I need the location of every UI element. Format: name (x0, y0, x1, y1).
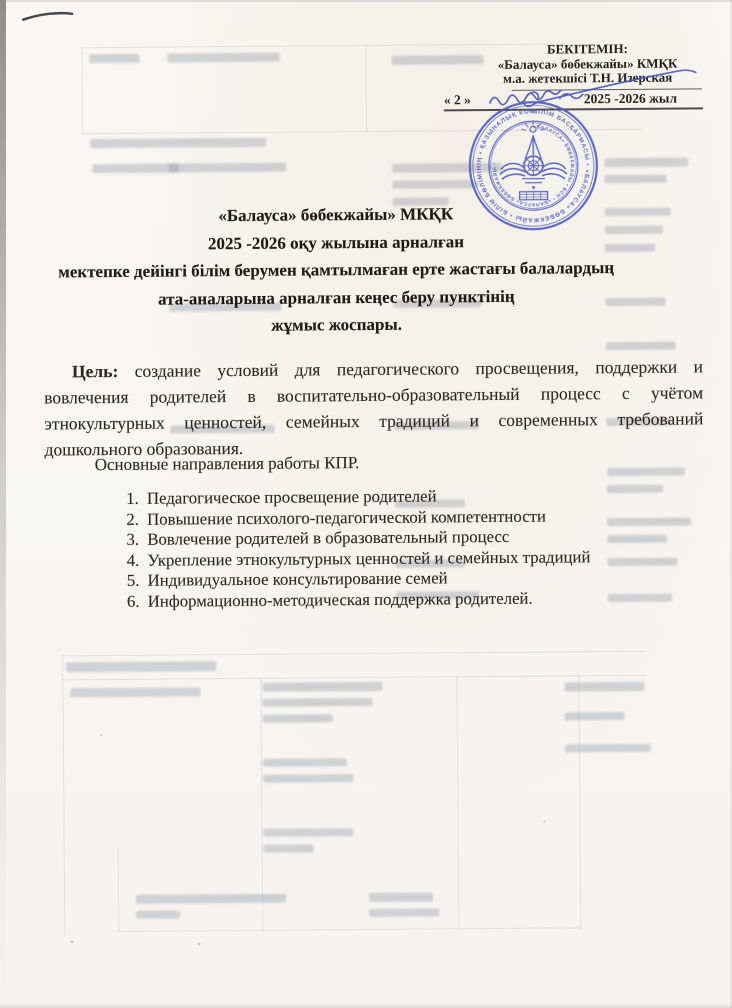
direction-item-2: 2. Повышение психолого-педагогической компетентности (143, 505, 660, 530)
paper-speck (197, 942, 200, 945)
bleedthrough-table-line (118, 927, 580, 932)
bleedthrough-text-block (90, 138, 266, 148)
bleedthrough-text-block (606, 342, 676, 351)
bleedthrough-text-block (369, 908, 439, 917)
bleedthrough-text-block (607, 468, 685, 477)
bleedthrough-text-block (263, 774, 353, 783)
approval-line-2: «Балауса» бөбекжайы» КМҚК (497, 55, 678, 72)
bleedthrough-text-block (66, 661, 216, 672)
bleedthrough-table-line (62, 651, 646, 657)
bleedthrough-text-block (604, 157, 688, 167)
title-line-2: 2025 -2026 оқу жылына арналған (207, 231, 465, 253)
title-line-3: мектепке дейінгі білім берумен қамтылмаған ерте жастағы балалардың (58, 258, 615, 282)
bleedthrough-text-block (565, 712, 625, 720)
direction-item-4: 4. Укрепление этнокультурных ценностей и семейных традиций (143, 546, 660, 571)
bleedthrough-text-block (369, 892, 433, 902)
goal-line-4: дошкольного образования. (44, 437, 244, 460)
bleedthrough-text-block (565, 744, 651, 753)
scan-edge-bottom (0, 1004, 732, 1008)
bleedthrough-text-block (263, 758, 347, 767)
approval-line-1: БЕКІТЕМІН: (546, 40, 628, 57)
scan-edge-left (0, 0, 6, 1008)
title-line-4: ата-аналарына арналған кеңес беру пунктінің (158, 286, 515, 309)
title-line-5: жұмыс жоспары. (271, 314, 403, 335)
directions-list (120, 485, 661, 613)
approval-date-year: 2025 -2026 жыл (583, 90, 678, 107)
approval-line-3: м.а. жетекшісі Т.Н. Изерская (503, 69, 673, 86)
bleedthrough-text-block (92, 163, 178, 173)
goal-label: Цель: (71, 360, 119, 382)
direction-item-3: 3. Вовлечение родителей в образовательный процесс (143, 526, 660, 551)
document-title (19, 199, 654, 341)
approval-date-day: « 2 » (443, 92, 471, 108)
bleedthrough-table-line (365, 45, 367, 132)
direction-item-5: 5. Индивидуальное консультирование семей (144, 567, 661, 592)
paper-speck (100, 734, 102, 736)
paper-speck (70, 940, 73, 943)
bleedthrough-text-block (564, 682, 644, 692)
bleedthrough-text-block (89, 54, 139, 63)
paper-speck (544, 821, 546, 823)
bleedthrough-table-line (118, 848, 120, 932)
bleedthrough-text-block (263, 714, 333, 723)
bleedthrough-text-block (70, 687, 200, 697)
bleedthrough-text-block (136, 910, 180, 918)
bleedthrough-text-block (604, 175, 666, 183)
bleedthrough-text-block (264, 828, 354, 837)
pen-mark (17, 7, 79, 25)
stamp-outer-text: БІЛІМ БАСҚАРМАСЫ • «БАЛАУСА» БӨБЕКЖАЙЫ • БІЛІМ БӨЛІМІНІҢ • ҚАЗЫНАЛЫҚ КОММУНАЛДЫҚ КӘСІПОРНЫ • (475, 108, 591, 224)
bleedthrough-table-line (62, 655, 65, 935)
direction-item-6: 6. Информационно-методическая поддержка родителей. (144, 588, 661, 613)
bleedthrough-text-block (136, 894, 286, 904)
bleedthrough-text-block (262, 682, 382, 692)
goal-line-3: этнокультурных ценностей, семейных традиций и современных требований (44, 408, 704, 434)
goal-paragraph (44, 353, 704, 462)
goal-line-1-text: создание условий для педагогического просвещения, поддержки и (134, 356, 704, 381)
direction-item-1: 1. Педагогическое просвещение родителей (143, 485, 660, 510)
bleedthrough-text-block (264, 844, 314, 852)
kazakhstan-emblem-icon (500, 120, 567, 200)
bleedthrough-table-line (62, 675, 646, 681)
title-line-1: «Балауса» бөбекжайы» МКҚК (218, 204, 454, 226)
bleedthrough-text-block (263, 698, 373, 707)
bleedthrough-text-block (168, 163, 286, 173)
scan-edge-top (0, 0, 732, 2)
stamp-inner-text: «БАЛАУСА» БӨБЕКЖАЙЫ • БСН • «БАЛАУСА» БӨБЕКЖАЙЫ • (492, 125, 574, 207)
bleedthrough-table-line (456, 676, 459, 930)
directions-heading: Основные направления работы КПР. (94, 453, 360, 475)
bleedthrough-table-line (81, 47, 83, 134)
goal-line-2: вовлечения родителей в воспитательно-образовательный процесс с учётом (44, 382, 704, 408)
bleedthrough-text-block (167, 53, 279, 63)
